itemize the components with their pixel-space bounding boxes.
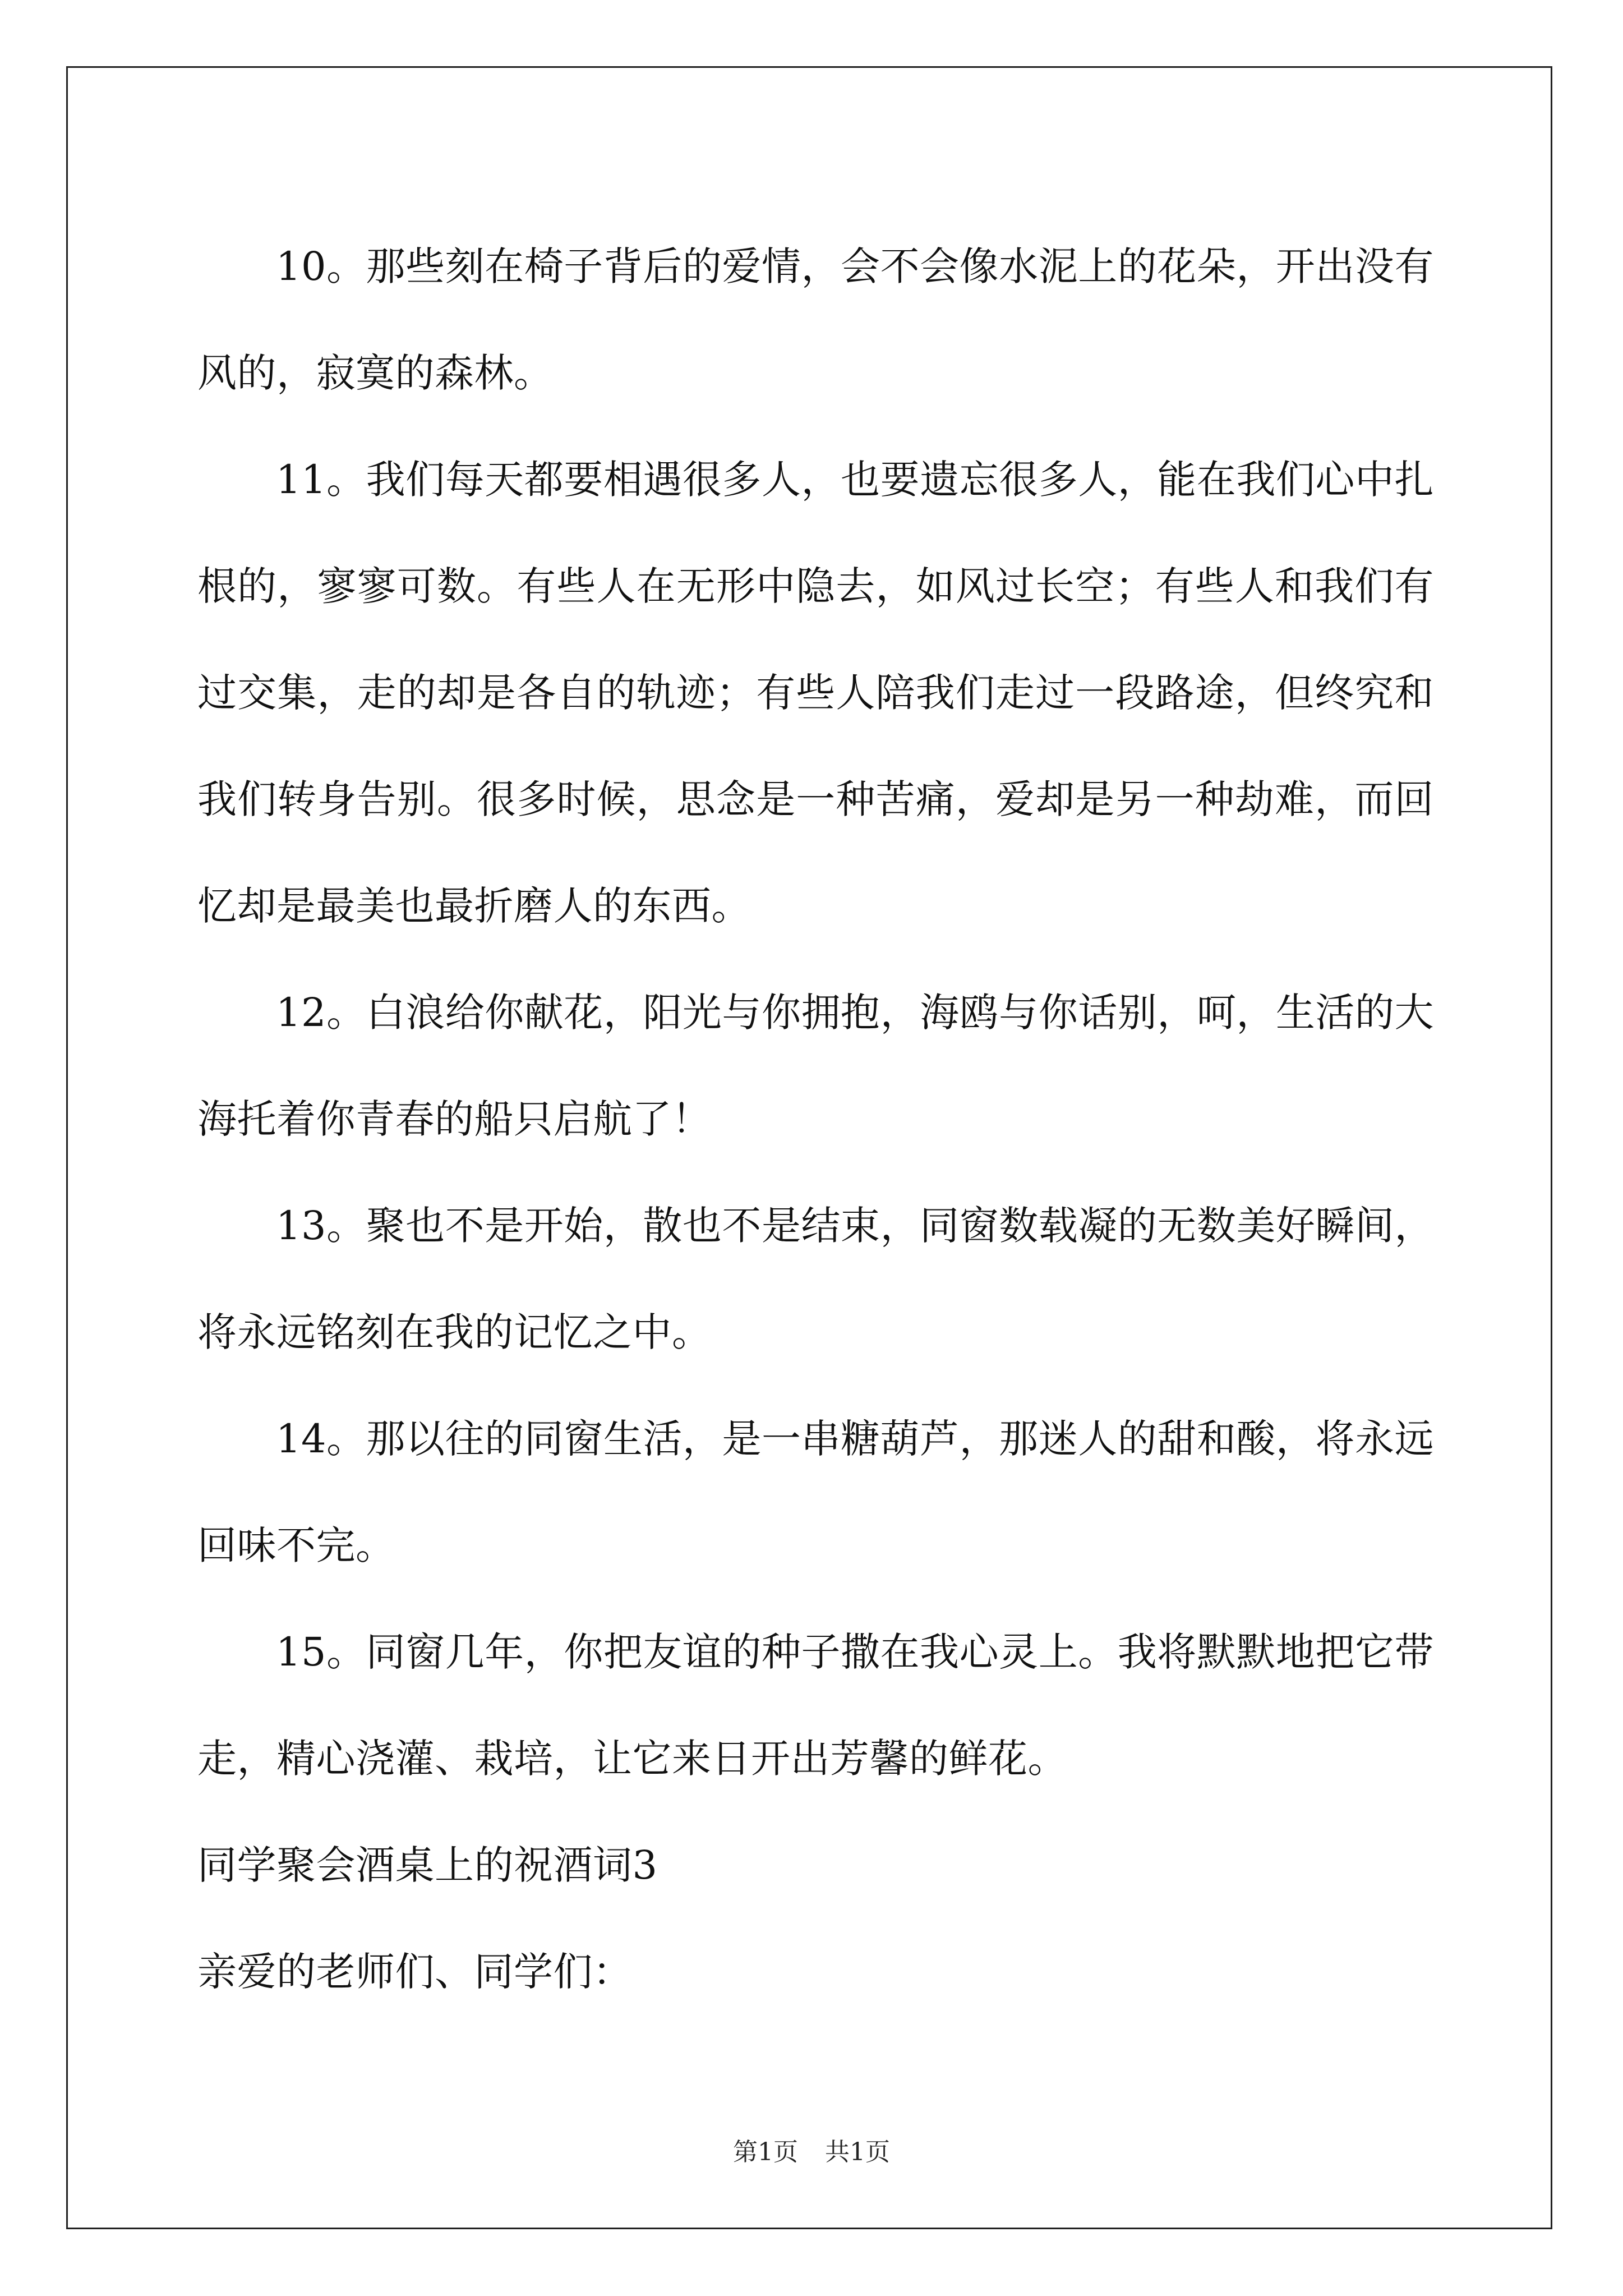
paragraph-14: 14。那以往的同窗生活，是一串糖葫芦，那迷人的甜和酸，将永远回味不完。 [197, 1416, 1434, 1568]
paragraph-10: 10。那些刻在椅子背后的爱情，会不会像水泥上的花朵，开出没有风的，寂寞的森林。 [197, 243, 1434, 396]
document-body [197, 213, 1434, 2025]
page-footer [0, 2132, 1623, 2168]
paragraph-11: 11。我们每天都要相遇很多人，也要遗忘很多人，能在我们心中扎根的，寥寥可数。有些人在无形中隐去，如风过长空；有些人和我们有过交集，走的却是各自的轨迹；有些人陪我们走过一段路途，但终究和我们转身告别。很多时候，思念是一种苦痛，爱却是另一种劫难，而回忆却是最美也最折磨人的东西。 [197, 457, 1434, 929]
section-heading: 同学聚会酒桌上的祝酒词3 [197, 1842, 658, 1888]
salutation: 亲爱的老师们、同学们： [197, 1949, 633, 1995]
page-number: 第1页 [733, 2138, 798, 2166]
page-total: 共1页 [825, 2138, 890, 2166]
paragraph-15: 15。同窗几年，你把友谊的种子撒在我心灵上。我将默默地把它带走，精心浇灌、栽培，让它来日开出芳馨的鲜花。 [197, 1629, 1434, 1782]
paragraph-12: 12。白浪给你献花，阳光与你拥抱，海鸥与你话别，呵，生活的大海托着你青春的船只启航了！ [197, 990, 1434, 1142]
paragraph-13: 13。聚也不是开始，散也不是结束，同窗数载凝的无数美好瞬间，将永远铭刻在我的记忆之中。 [197, 1203, 1434, 1355]
